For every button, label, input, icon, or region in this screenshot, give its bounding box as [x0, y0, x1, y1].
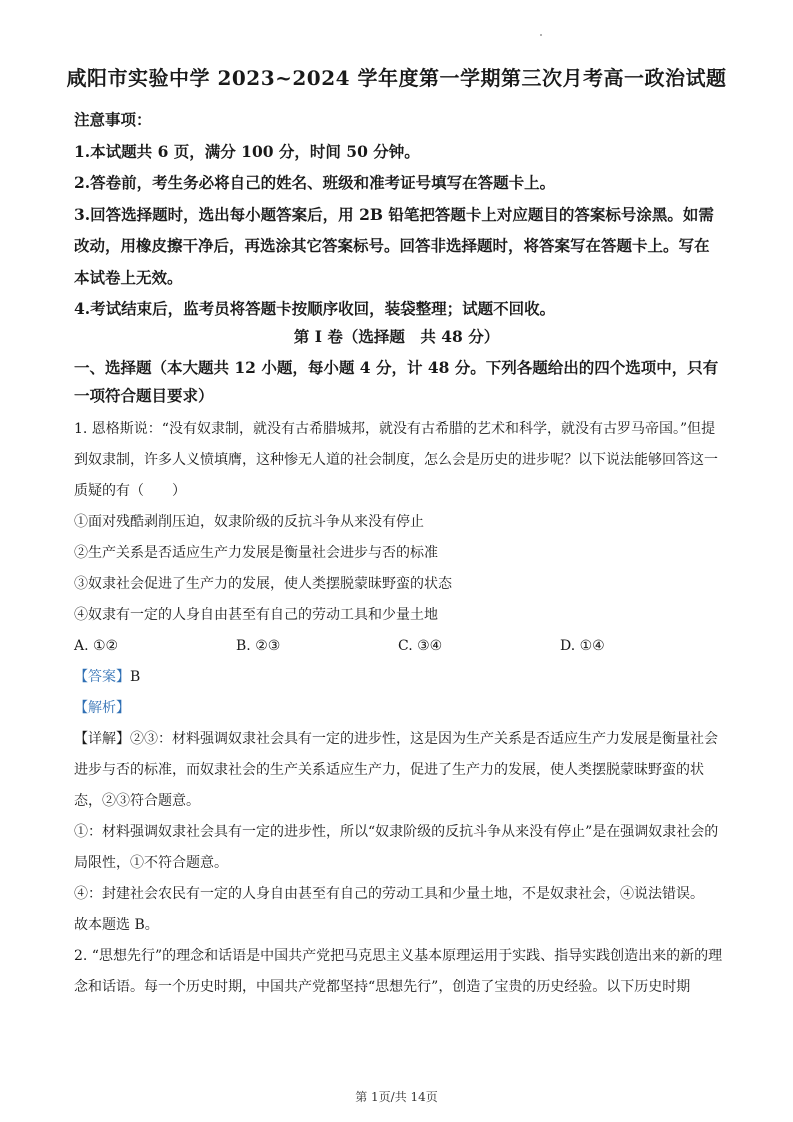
detail-paragraph [74, 724, 724, 817]
notice-item: 3.回答选择题时，选出每小题答案后，用 2B 铅笔把答题卡上对应题目的答案标号涂黑。如需改动，用橡皮擦干净后，再选涂其它答案标号。回答非选择题时，将答案写在答题卡上。写在本试卷上无效。 [74, 204, 714, 287]
page-number: 第 1页/共 14页 [355, 1090, 438, 1104]
option-b: B. ②③ [236, 638, 281, 654]
notice-item: 4.考试结束后，监考员将答题卡按顺序收回，装袋整理；试题不回收。 [74, 299, 556, 318]
answer-value: B [130, 669, 141, 685]
detail-paragraph: ④：封建社会农民有一定的人身自由甚至有自己的劳动工具和少量土地，不是奴隶社会，④说法错误。 [74, 886, 704, 902]
analysis-tag: 【解析】 [74, 700, 130, 716]
option-a: A. ①② [74, 638, 119, 654]
detail-tag: 【详解】 [74, 731, 130, 747]
options-row [74, 631, 724, 662]
detail-paragraph: ①：材料强调奴隶社会具有一定的进步性，所以“奴隶阶级的反抗斗争从来没有停止”是在强调奴隶社会的局限性，①不符合题意。 [74, 824, 719, 871]
section-title: 第 I 卷（选择题 共 48 分） [293, 327, 500, 346]
question-2-stem: 2. “思想先行”的理念和话语是中国共产党把马克思主义基本原理运用于实践、指导实践创造出来的新的理念和话语。每一个历史时期，中国共产党都坚持“思想先行”，创造了宝贵的历史经验。以下历史时期 [74, 948, 723, 995]
answer-tag: 【答案】 [74, 669, 130, 685]
detail-text: ②③：材料强调奴隶社会具有一定的进步性，这是因为生产关系是否适应生产力发展是衡量社会进步与否的标准，而奴隶社会的生产关系适应生产力，促进了生产力的发展，使人类摆脱蒙昧野蛮的状态，②③符合题意。 [74, 731, 718, 809]
notice-block [74, 104, 724, 325]
option-d: D. ①④ [560, 638, 605, 654]
notice-heading: 注意事项： [74, 110, 152, 129]
statement: ③奴隶社会促进了生产力的发展，使人类摆脱蒙昧野蛮的状态 [74, 576, 452, 592]
question-body [74, 414, 724, 1003]
exam-title: 咸阳市实验中学 2023~2024 学年度第一学期第三次月考高一政治试题 [66, 66, 727, 90]
statement: ④奴隶有一定的人身自由甚至有自己的劳动工具和少量土地 [74, 607, 438, 623]
notice-item: 1.本试题共 6 页，满分 100 分，时间 50 分钟。 [74, 141, 420, 161]
answer-line [74, 662, 724, 693]
option-c: C. ③④ [398, 638, 443, 654]
conclusion: 故本题选 B。 [74, 917, 159, 933]
section-heading: 一、选择题（本大题共 12 小题，每小题 4 分，计 48 分。下列各题给出的四个选项中，只有一项符合题目要求） [74, 358, 719, 405]
scan-speck [540, 34, 542, 36]
notice-item: 2.答卷前，考生务必将自己的姓名、班级和准考证号填写在答题卡上。 [74, 173, 556, 192]
statement: ①面对残酷剥削压迫，奴隶阶级的反抗斗争从来没有停止 [74, 514, 424, 530]
question-1-stem: 1. 恩格斯说：“没有奴隶制，就没有古希腊城邦，就没有古希腊的艺术和科学，就没有古罗马帝国。”但提到奴隶制，许多人义愤填膺，这种惨无人道的社会制度，怎么会是历史的进步呢？以下说法能够回答这一质疑的有（ ） [74, 421, 718, 499]
statement: ②生产关系是否适应生产力发展是衡量社会进步与否的标准 [74, 545, 438, 561]
